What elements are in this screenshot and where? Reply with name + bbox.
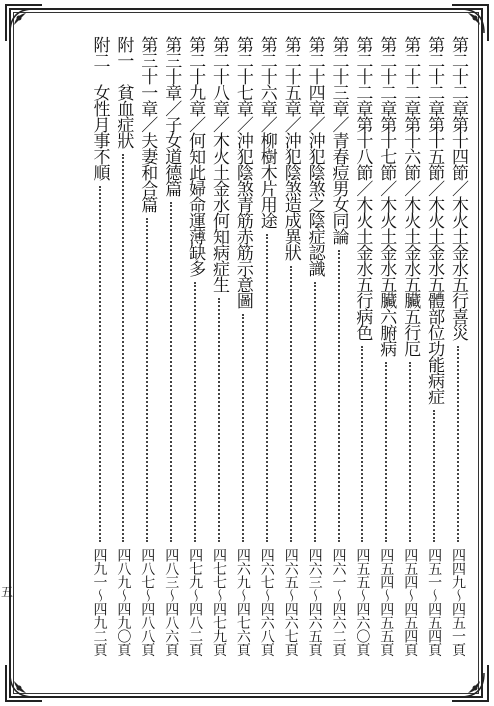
toc-entry-pages: 四六三～四六五頁 <box>306 548 323 656</box>
toc-entry-pages: 四八三～四八六頁 <box>163 548 180 656</box>
toc-entry-title: 第二十二章第十八節／木火土金水五行病色 <box>352 36 373 340</box>
toc-entry <box>350 36 374 676</box>
toc-entry <box>135 36 159 676</box>
toc-entry <box>111 36 135 676</box>
toc-entry-pages: 四七七～四七九頁 <box>211 548 227 656</box>
toc-entry-title: 第二十八章／木火土金水何知病症生 <box>209 36 229 292</box>
toc-entry-title: 第二十二章第十五節／木火土金水五體部位功能病症 <box>424 36 445 404</box>
toc-leader-dots <box>218 298 220 542</box>
toc-entry <box>327 36 351 676</box>
toc-entry <box>279 36 303 676</box>
toc-leader-dots <box>457 346 459 542</box>
toc-leader-dots <box>385 362 387 542</box>
toc-entry-pages: 四六七～四六八頁 <box>258 548 275 656</box>
toc-leader-dots <box>242 314 244 542</box>
toc-leader-dots <box>266 234 268 542</box>
toc-entry-title: 第二十二章第十六節／木火土金水五臟五行厄 <box>400 36 421 356</box>
toc-entry-title: 第二十五章／沖犯陰煞造成異狀 <box>280 36 301 260</box>
toc-leader-dots <box>361 346 363 542</box>
toc-entry <box>422 36 446 676</box>
toc-leader-dots <box>433 410 435 542</box>
toc-entry <box>207 36 231 676</box>
toc-entry-title: 第三十一章／夫妻和合篇 <box>137 36 158 212</box>
toc-entry-pages: 四八七～四八八頁 <box>139 548 156 656</box>
toc-entry <box>88 36 112 676</box>
toc-leader-dots <box>314 282 316 542</box>
toc-entry-pages: 四九一～四九二頁 <box>91 548 108 656</box>
toc-leader-dots <box>290 266 292 542</box>
toc-entry-title: 第二十七章／沖犯陰煞青筋赤筋示意圖 <box>232 36 253 308</box>
toc-entry-pages: 四七九～四八二頁 <box>187 548 204 656</box>
toc-entry <box>231 36 255 676</box>
toc-entry-title: 第二十三章／青春痘男女同論 <box>328 36 349 244</box>
corner-ornament-icon <box>4 663 44 703</box>
toc-entry <box>398 36 422 676</box>
toc-leader-dots <box>170 202 172 542</box>
toc-entry-pages: 四五四～四五四頁 <box>402 548 419 656</box>
toc-entry-title: 第二十二章第十四節／木火土金水五行喜災 <box>448 36 468 340</box>
page-number: 五 <box>1 585 14 599</box>
toc-entry-title: 附二 女性月事不順 <box>89 36 110 180</box>
toc-entry-title: 附一 貧血症狀 <box>113 36 134 148</box>
toc-leader-dots <box>409 362 411 542</box>
toc-entry-pages: 四六一～四六二頁 <box>330 548 347 656</box>
toc-leader-dots <box>122 154 124 542</box>
toc-leader-dots <box>194 282 196 542</box>
toc-entry-pages: 四六五～四六七頁 <box>282 548 299 656</box>
toc-leader-dots <box>338 250 340 542</box>
toc-entry <box>446 36 470 676</box>
toc-entry-title: 第二十四章／沖犯陰煞之陰症認識 <box>304 36 325 276</box>
toc-entry-title: 第三十章／子女道德篇 <box>161 36 182 196</box>
corner-ornament-icon <box>4 3 44 43</box>
toc-entry <box>255 36 279 676</box>
toc-entry <box>183 36 207 676</box>
toc-entry-pages: 四五一～四五四頁 <box>426 548 443 656</box>
toc-entry <box>303 36 327 676</box>
toc-entry <box>159 36 183 676</box>
toc-leader-dots <box>146 218 148 542</box>
toc-entry-title: 第二十六章／柳樹木片用途 <box>256 36 277 228</box>
toc-entry-title: 第二十二章第十七節／木火土金水五臟六腑病 <box>376 36 397 356</box>
toc-entry-pages: 四八九～四九〇頁 <box>115 548 132 656</box>
toc-leader-dots <box>99 186 101 542</box>
toc-entry-pages: 四五五～四六〇頁 <box>354 548 371 656</box>
toc-entry-pages: 四五四～四五五頁 <box>378 548 395 656</box>
toc-entry <box>374 36 398 676</box>
toc-entry-pages: 四四九～四五一頁 <box>450 548 466 656</box>
toc-entry-pages: 四六九～四七六頁 <box>234 548 251 656</box>
toc-entry-title: 第二十九章／何知此婦命運薄缺多 <box>185 36 206 276</box>
